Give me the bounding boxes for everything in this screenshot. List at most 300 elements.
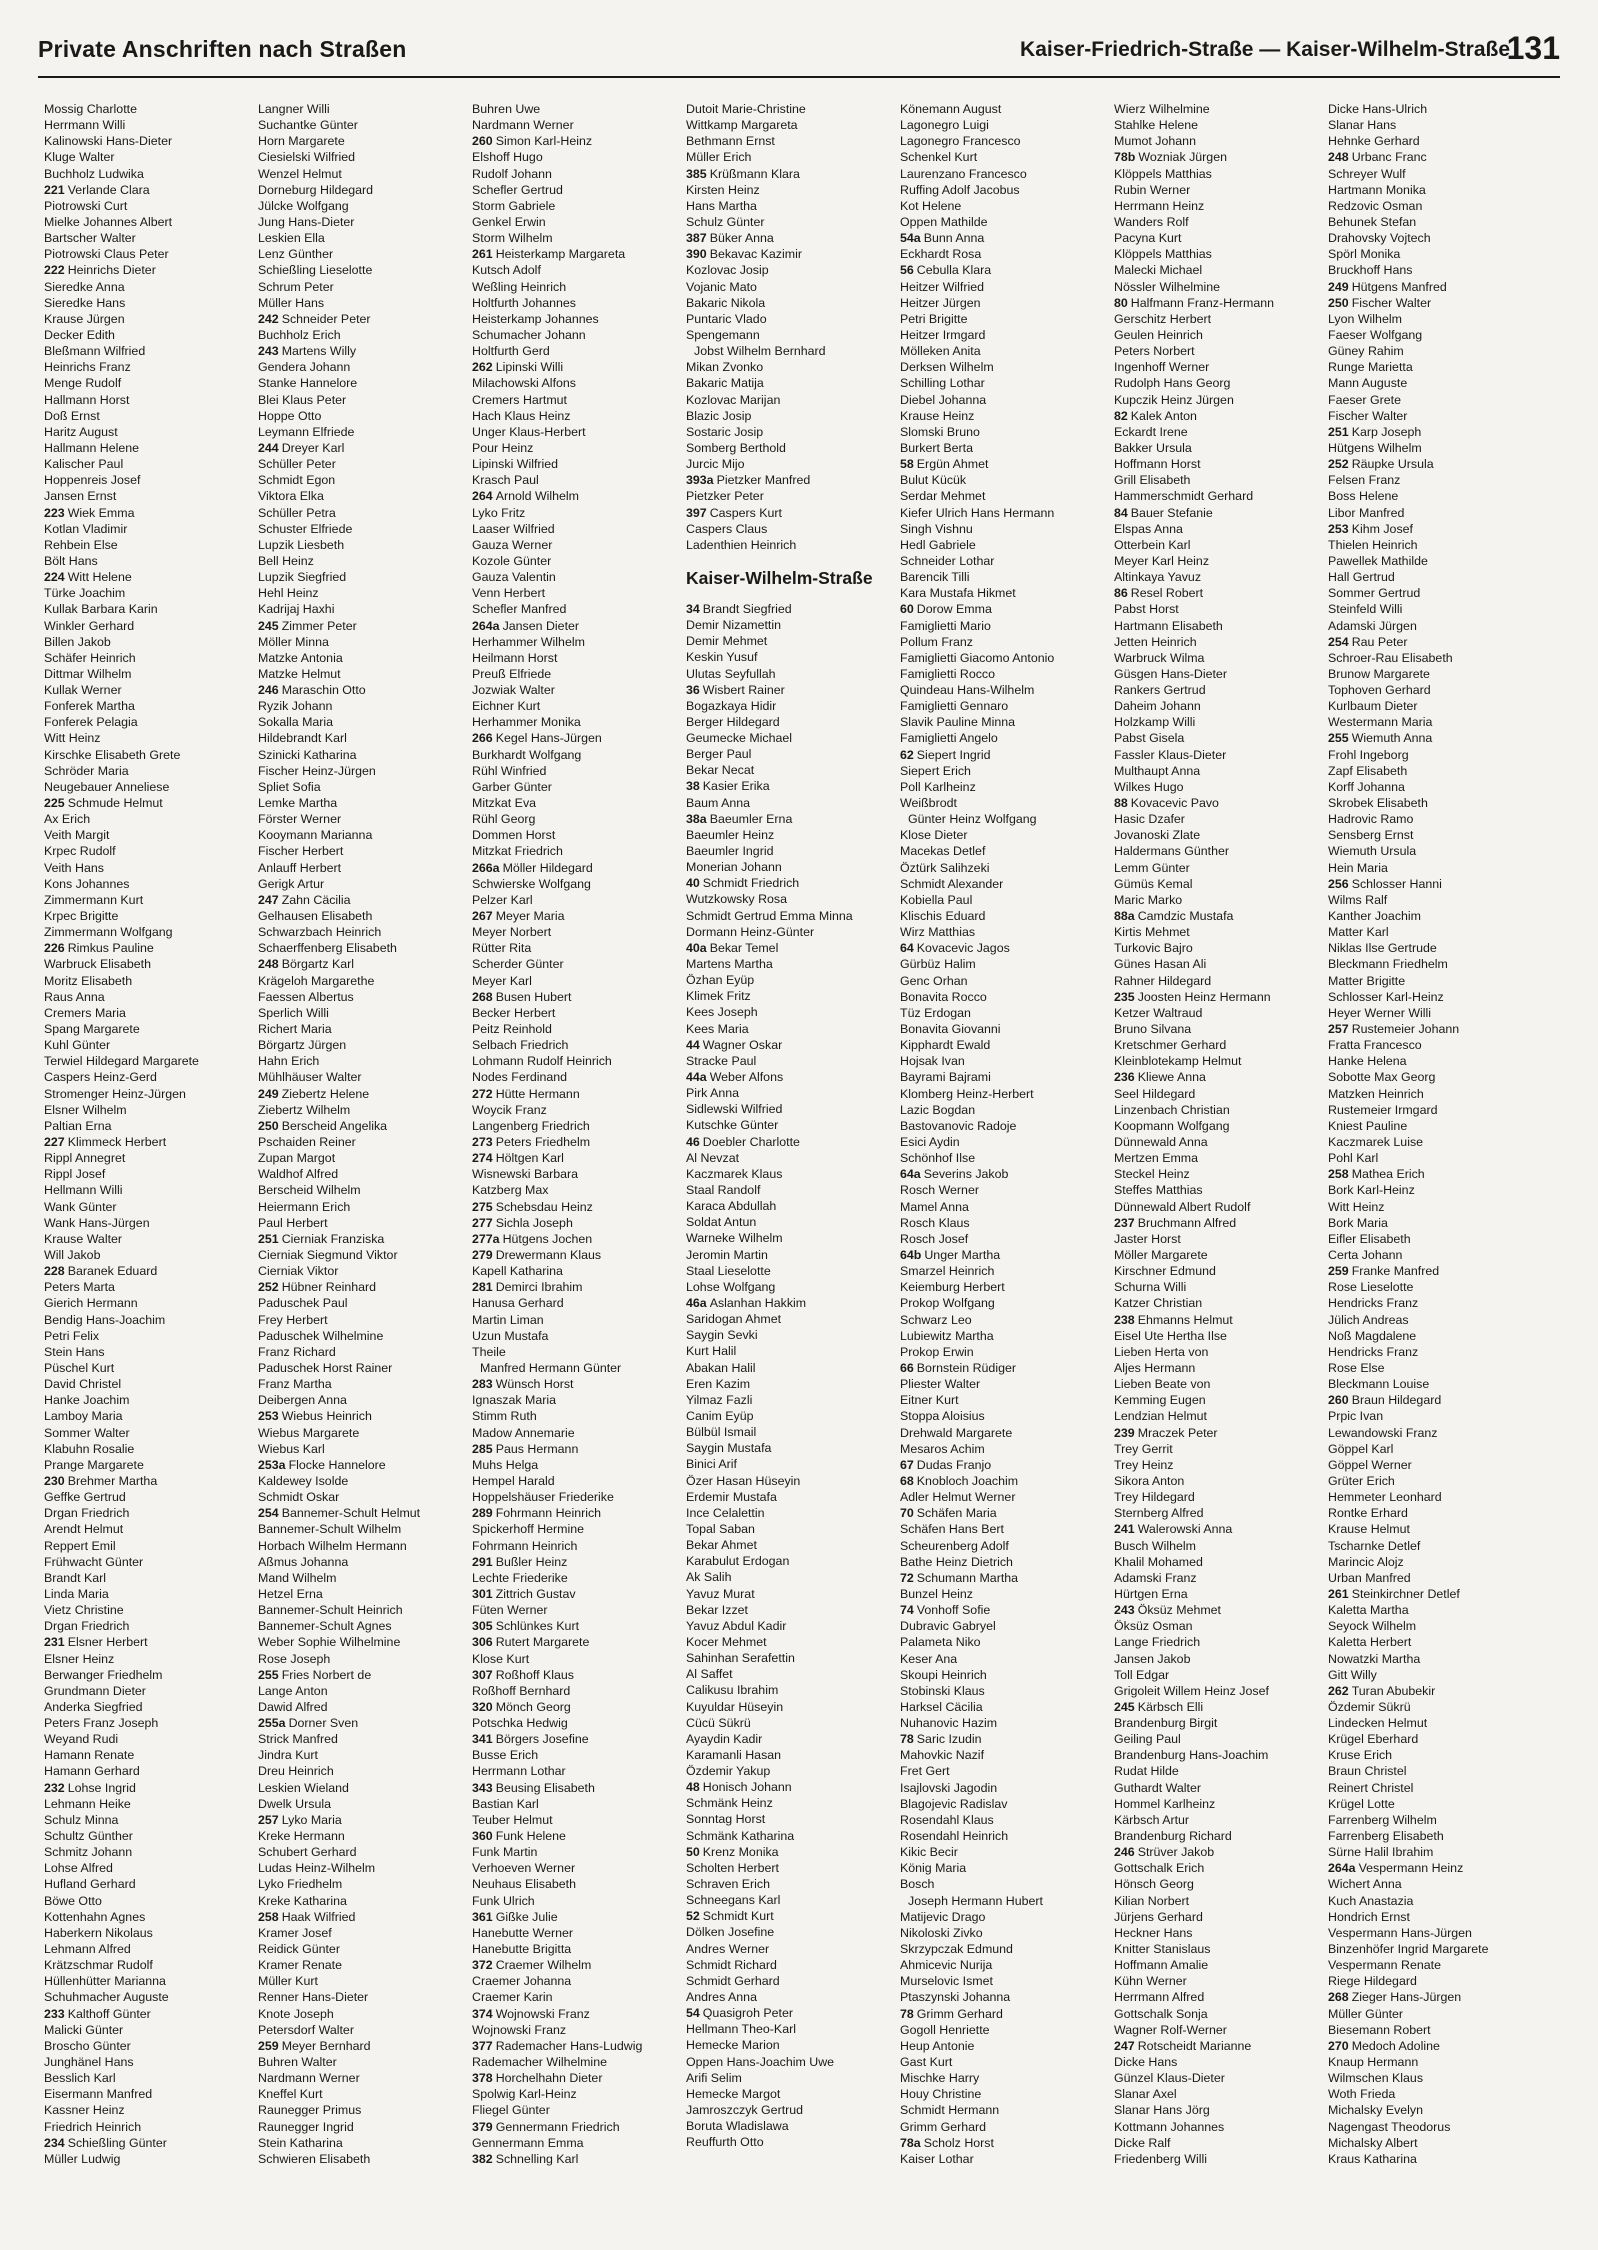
address-entry — [686, 924, 900, 940]
address-entry — [472, 1376, 686, 1392]
resident-name: Kaldewey Isolde — [258, 1473, 349, 1488]
address-entry — [1114, 1263, 1328, 1279]
resident-name: Schroer-Rau Elisabeth — [1328, 650, 1453, 665]
address-entry — [686, 1053, 900, 1069]
resident-name: Anlauff Herbert — [258, 860, 342, 875]
resident-name: Schefler Manfred — [472, 602, 567, 617]
resident-name: Bornstein Rüdiger — [916, 1360, 1016, 1375]
address-entry — [1114, 1457, 1328, 1473]
address-column-7 — [1328, 101, 1542, 2221]
resident-name: Klabuhn Rosalie — [44, 1441, 135, 1456]
resident-name: Bethmann Ernst — [686, 134, 775, 149]
house-number: 67 — [900, 1457, 914, 1472]
address-entry — [1328, 1844, 1542, 1860]
address-entry — [900, 1134, 1114, 1150]
resident-name: Venn Herbert — [472, 586, 546, 601]
address-entry — [900, 1021, 1114, 1037]
resident-name: Bölt Hans — [44, 553, 98, 568]
resident-name: Schlosser Karl-Heinz — [1328, 989, 1444, 1004]
resident-name: Güney Rahim — [1328, 344, 1404, 359]
address-entry — [258, 1392, 472, 1408]
resident-name: Nuhanovic Hazim — [900, 1716, 998, 1731]
house-number: 78 — [900, 1732, 914, 1747]
resident-name: Rahner Hildegard — [1114, 973, 1212, 988]
resident-name: Rustemeier Irmgard — [1328, 1102, 1438, 1117]
house-number: 62 — [900, 747, 914, 762]
address-entry — [44, 1231, 258, 1247]
address-entry — [1328, 246, 1542, 262]
resident-name: Dünnewald Anna — [1114, 1135, 1208, 1149]
resident-name: Binzenhöfer Ingrid Margarete — [1328, 1942, 1489, 1957]
address-entry — [900, 440, 1114, 456]
address-entry — [44, 1150, 258, 1166]
resident-name: Khalil Mohamed — [1114, 1554, 1203, 1569]
resident-name: Weßling Heinrich — [472, 279, 567, 294]
address-entry — [1328, 1602, 1542, 1618]
address-entry — [1114, 311, 1328, 327]
page-number: 131 — [1506, 30, 1560, 66]
resident-name: Siepert Erich — [900, 763, 971, 778]
resident-name: Schulz Minna — [44, 1812, 119, 1827]
address-entry — [44, 262, 258, 278]
address-entry — [472, 408, 686, 424]
resident-name: Adamski Franz — [1114, 1570, 1197, 1585]
resident-name: Hoffmann Amalie — [1114, 1958, 1209, 1973]
address-entry — [1328, 262, 1542, 278]
resident-name: Andres Werner — [686, 1941, 770, 1956]
resident-name: Peters Marta — [44, 1280, 115, 1295]
address-entry — [1114, 1570, 1328, 1586]
address-entry — [686, 2086, 900, 2102]
address-entry — [686, 101, 900, 117]
address-entry — [1328, 1699, 1542, 1715]
resident-name: Vespermann Heinz — [1358, 1861, 1464, 1876]
address-entry — [44, 1973, 258, 1989]
address-entry — [900, 876, 1114, 892]
resident-name: Braun Hildegard — [1351, 1393, 1442, 1408]
address-entry — [1114, 730, 1328, 746]
address-entry — [900, 1651, 1114, 1667]
resident-name: Herrmann Heinz — [1114, 198, 1205, 213]
house-number: 253 — [1328, 521, 1349, 536]
resident-name: Schmänk Katharina — [686, 1828, 795, 1843]
resident-name: Gast Kurt — [900, 2055, 953, 2070]
address-entry — [900, 246, 1114, 262]
address-entry — [686, 940, 900, 956]
resident-name: Kretschmer Gerhard — [1114, 1038, 1227, 1053]
resident-name: Hildebrandt Karl — [258, 731, 347, 746]
resident-name: Mahovkic Nazif — [900, 1748, 985, 1763]
address-entry — [258, 1344, 472, 1360]
resident-name: Skrzypczak Edmund — [900, 1942, 1013, 1957]
resident-name: Pour Heinz — [472, 440, 534, 455]
resident-name: Schmidt Kurt — [702, 1909, 774, 1924]
address-entry — [258, 149, 472, 165]
address-entry — [1114, 1360, 1328, 1376]
resident-name: Demir Nizamettin — [686, 618, 782, 633]
address-entry — [686, 1360, 900, 1376]
address-entry — [686, 1860, 900, 1876]
address-entry — [686, 149, 900, 165]
address-entry — [472, 472, 686, 488]
address-entry — [258, 618, 472, 634]
address-entry — [1328, 1279, 1542, 1295]
address-entry — [258, 2151, 472, 2167]
resident-name: Manfred Hermann Günter — [480, 1360, 622, 1375]
resident-name: Kramer Josef — [258, 1925, 332, 1940]
address-entry — [1114, 1521, 1328, 1537]
address-entry — [686, 117, 900, 133]
resident-name: Peters Norbert — [1114, 344, 1195, 359]
resident-name: Matzke Helmut — [258, 666, 341, 681]
house-number: 377 — [472, 2038, 493, 2053]
resident-name: Kluge Walter — [44, 150, 115, 165]
resident-name: Schmidt Egon — [258, 473, 336, 488]
resident-name: Hanusa Gerhard — [472, 1296, 564, 1311]
address-entry — [900, 472, 1114, 488]
address-entry — [1328, 779, 1542, 795]
resident-name: Kaczmarek Luise — [1328, 1135, 1424, 1149]
resident-name: Heup Antonie — [900, 2038, 975, 2053]
resident-name: Walerowski Anna — [1137, 1522, 1233, 1537]
address-entry — [1328, 2038, 1542, 2054]
house-number: 382 — [472, 2151, 493, 2166]
resident-name: Steinfeld Willi — [1328, 602, 1403, 617]
address-entry — [258, 472, 472, 488]
address-entry — [1328, 1554, 1542, 1570]
resident-name: Kaiser Lothar — [900, 2151, 974, 2166]
house-number: 341 — [472, 1732, 493, 1747]
resident-name: Hondrich Ernst — [1328, 1909, 1410, 1924]
resident-name: Hemecke Margot — [686, 2086, 781, 2101]
resident-name: Doß Ernst — [44, 408, 100, 423]
resident-name: Ak Salih — [686, 1570, 732, 1585]
address-entry — [1328, 618, 1542, 634]
resident-name: Eckhardt Rosa — [900, 247, 982, 262]
address-entry — [1328, 843, 1542, 859]
house-number: 40a — [686, 940, 707, 955]
resident-name: Stoppa Aloisius — [900, 1409, 985, 1424]
address-entry — [1114, 440, 1328, 456]
resident-name: Stahlke Helene — [1114, 118, 1199, 133]
address-entry — [900, 1069, 1114, 1085]
resident-name: Jansen Ernst — [44, 489, 117, 504]
resident-name: Zimmermann Wolfgang — [44, 925, 173, 940]
resident-name: Schraven Erich — [686, 1877, 771, 1892]
resident-name: Zimmer Peter — [281, 618, 357, 633]
address-entry — [44, 1425, 258, 1441]
resident-name: Madow Annemarie — [472, 1425, 575, 1440]
resident-name: Schubert Gerhard — [258, 1845, 357, 1860]
resident-name: Noß Magdalene — [1328, 1328, 1417, 1343]
resident-name: Gitt Willy — [1328, 1667, 1377, 1682]
address-entry — [1114, 392, 1328, 408]
address-entry — [1114, 262, 1328, 278]
address-entry — [1328, 1586, 1542, 1602]
address-entry — [900, 133, 1114, 149]
resident-name: Gendera Johann — [258, 360, 351, 375]
resident-name: Arendt Helmut — [44, 1522, 124, 1537]
address-entry — [1328, 666, 1542, 682]
resident-name: Anderka Siegfried — [44, 1699, 143, 1714]
house-number: 259 — [258, 2038, 279, 2053]
address-entry — [44, 1344, 258, 1360]
address-entry — [44, 1182, 258, 1198]
resident-name: Martin Liman — [472, 1312, 544, 1327]
address-entry — [1114, 795, 1328, 811]
resident-name: Pohl Karl — [1328, 1151, 1379, 1166]
house-number: 74 — [900, 1603, 914, 1618]
house-number: 226 — [44, 941, 65, 956]
address-entry — [686, 1699, 900, 1715]
resident-name: Kaczmarek Klaus — [686, 1166, 783, 1181]
resident-name: Caspers Kurt — [709, 505, 782, 520]
resident-name: Ulutas Seyfullah — [686, 666, 776, 681]
address-entry — [1328, 2022, 1542, 2038]
resident-name: Drewermann Klaus — [495, 1247, 602, 1262]
resident-name: Ketzer Waltraud — [1114, 1005, 1203, 1020]
address-entry — [686, 601, 900, 617]
address-entry — [44, 1618, 258, 1634]
address-entry — [44, 682, 258, 698]
resident-name: Lohse Wolfgang — [686, 1279, 776, 1294]
resident-name: Vespermann Renate — [1328, 1958, 1441, 1973]
resident-name: Sieredke Hans — [44, 295, 126, 310]
address-entry — [44, 1989, 258, 2005]
address-entry — [472, 133, 686, 149]
address-entry — [44, 1860, 258, 1876]
resident-name: Staal Lieselotte — [686, 1263, 771, 1278]
address-entry — [258, 1037, 472, 1053]
resident-name: Cremers Maria — [44, 1005, 126, 1020]
resident-name: Lendzian Helmut — [1114, 1409, 1207, 1424]
house-number: 343 — [472, 1780, 493, 1795]
address-entry — [1328, 1909, 1542, 1925]
resident-name: Korff Johanna — [1328, 779, 1405, 794]
resident-name: Wisnewski Barbara — [472, 1167, 579, 1182]
resident-name: Börgartz Karl — [281, 957, 354, 972]
resident-name: Scholten Herbert — [686, 1860, 779, 1875]
address-entry — [686, 1166, 900, 1182]
resident-name: Schurna Willi — [1114, 1280, 1187, 1295]
resident-name: Wichert Anna — [1328, 1877, 1402, 1892]
resident-name: Elspas Anna — [1114, 521, 1183, 536]
address-entry — [900, 1941, 1114, 1957]
address-entry — [258, 827, 472, 843]
resident-name: Jovanoski Zlate — [1114, 828, 1201, 843]
resident-name: Ladenthien Heinrich — [686, 537, 797, 552]
address-entry — [686, 392, 900, 408]
house-number: 259 — [1328, 1264, 1349, 1279]
resident-name: Petri Brigitte — [900, 311, 968, 326]
address-entry — [900, 1828, 1114, 1844]
address-entry — [258, 1602, 472, 1618]
resident-name: Schuhmacher Auguste — [44, 1990, 169, 2005]
address-entry — [472, 2070, 686, 2086]
resident-name: Diebel Johanna — [900, 392, 987, 407]
resident-name: Ehmanns Helmut — [1137, 1312, 1233, 1327]
address-entry — [900, 1166, 1114, 1182]
address-entry — [1328, 1118, 1542, 1134]
house-number: 257 — [258, 1812, 279, 1827]
address-entry — [44, 1069, 258, 1085]
address-entry — [44, 1473, 258, 1489]
resident-name: Brandenburg Birgit — [1114, 1716, 1218, 1731]
address-entry — [1114, 989, 1328, 1005]
resident-name: Oppen Mathilde — [900, 214, 988, 229]
address-entry — [900, 343, 1114, 359]
resident-name: Rankers Gertrud — [1114, 683, 1206, 698]
resident-name: Börgers Josefine — [495, 1732, 589, 1747]
house-number: 241 — [1114, 1522, 1135, 1537]
address-entry — [258, 1150, 472, 1166]
address-entry — [472, 1312, 686, 1328]
address-entry — [1114, 1505, 1328, 1521]
address-entry — [258, 1989, 472, 2005]
address-entry — [1114, 1634, 1328, 1650]
address-entry — [1114, 375, 1328, 391]
resident-name: Dittmar Wilhelm — [44, 666, 132, 681]
address-entry — [1328, 1425, 1542, 1441]
resident-name: Seyock Wilhelm — [1328, 1619, 1417, 1634]
address-entry — [258, 650, 472, 666]
address-entry — [1114, 1279, 1328, 1295]
address-entry — [1114, 1796, 1328, 1812]
address-entry — [44, 1086, 258, 1102]
address-entry — [1328, 1925, 1542, 1941]
resident-name: Hufland Gerhard — [44, 1877, 136, 1892]
resident-name: Keser Ana — [900, 1651, 958, 1666]
address-entry — [472, 1618, 686, 1634]
address-entry — [44, 1521, 258, 1537]
resident-name: Slanar Axel — [1114, 2087, 1177, 2102]
resident-name: Kirschke Elisabeth Grete — [44, 747, 181, 762]
address-entry — [472, 585, 686, 601]
resident-name: Arifi Selim — [686, 2070, 742, 2085]
address-entry — [44, 1392, 258, 1408]
address-entry — [472, 1586, 686, 1602]
resident-name: Lazic Bogdan — [900, 1102, 976, 1117]
address-entry — [258, 1312, 472, 1328]
address-entry — [900, 166, 1114, 182]
address-entry — [686, 1440, 900, 1456]
resident-name: Lohmann Rudolf Heinrich — [472, 1054, 612, 1069]
address-entry — [1328, 1005, 1542, 1021]
address-entry — [44, 1876, 258, 1892]
resident-name: Hürtgen Erna — [1114, 1586, 1188, 1601]
address-entry — [900, 1247, 1114, 1263]
resident-name: Meyer Karl — [472, 973, 532, 988]
resident-name: Caspers Claus — [686, 521, 768, 536]
address-entry — [258, 1699, 472, 1715]
address-entry — [1114, 2119, 1328, 2135]
resident-name: Jülcke Wolfgang — [258, 198, 349, 213]
address-entry — [900, 2054, 1114, 2070]
address-entry — [1328, 521, 1542, 537]
address-entry — [900, 1747, 1114, 1763]
address-entry — [686, 1424, 900, 1440]
address-entry — [472, 279, 686, 295]
address-entry — [44, 2135, 258, 2151]
house-number: 88 — [1114, 796, 1128, 811]
address-column-1 — [44, 101, 258, 2221]
address-entry — [1114, 246, 1328, 262]
resident-name: Lindecken Helmut — [1328, 1716, 1428, 1731]
resident-name: Tscharnke Detlef — [1328, 1538, 1421, 1553]
address-entry — [1328, 472, 1542, 488]
resident-name: Vespermann Hans-Jürgen — [1328, 1925, 1472, 1940]
resident-name: Krenz Monika — [702, 1844, 779, 1859]
resident-name: Fries Norbert de — [281, 1667, 372, 1682]
address-entry — [900, 827, 1114, 843]
house-number: 275 — [472, 1199, 493, 1214]
resident-name: Resel Robert — [1130, 586, 1204, 601]
resident-name: Holzkamp Willi — [1114, 715, 1196, 730]
address-entry — [258, 1812, 472, 1828]
resident-name: Rudolph Hans Georg — [1114, 376, 1231, 391]
resident-name: Schmidt Alexander — [900, 876, 1004, 891]
resident-name: Trey Hildegard — [1114, 1490, 1195, 1505]
address-entry — [472, 892, 686, 908]
resident-name: Kleinblotekamp Helmut — [1114, 1054, 1242, 1069]
address-entry — [472, 1150, 686, 1166]
resident-name: Burkhardt Wolfgang — [472, 747, 582, 762]
resident-name: Beusing Elisabeth — [495, 1780, 595, 1795]
address-entry — [472, 569, 686, 585]
resident-name: Kapell Katharina — [472, 1264, 563, 1279]
address-entry — [1328, 1441, 1542, 1457]
resident-name: Demirci Ibrahim — [495, 1280, 583, 1295]
resident-name: Yilmaz Fazli — [686, 1392, 753, 1407]
address-entry — [44, 279, 258, 295]
address-entry — [44, 2006, 258, 2022]
resident-name: Horchelhahn Dieter — [495, 2071, 603, 2086]
address-entry — [1114, 892, 1328, 908]
address-entry — [686, 456, 900, 472]
resident-name: Müller Ludwig — [44, 2151, 121, 2166]
house-number: 243 — [258, 344, 279, 359]
address-entry — [44, 2038, 258, 2054]
resident-name: Kärbsch Artur — [1114, 1812, 1190, 1827]
address-columns — [44, 101, 1564, 2221]
address-entry — [44, 1053, 258, 1069]
address-entry — [1328, 908, 1542, 924]
resident-name: Wenzel Helmut — [258, 166, 342, 181]
address-entry — [44, 198, 258, 214]
resident-name: Gauza Werner — [472, 537, 553, 552]
address-entry — [472, 1118, 686, 1134]
address-entry — [900, 924, 1114, 940]
address-entry — [258, 101, 472, 117]
resident-name: Eren Kazim — [686, 1376, 751, 1391]
resident-name: Craemer Johanna — [472, 1974, 572, 1989]
resident-name: Kneffel Kurt — [258, 2087, 323, 2102]
address-entry — [258, 2119, 472, 2135]
address-entry — [1114, 908, 1328, 924]
resident-name: Fassler Klaus-Dieter — [1114, 747, 1227, 762]
address-entry — [472, 747, 686, 763]
address-entry — [1328, 1408, 1542, 1424]
address-entry — [1114, 1118, 1328, 1134]
address-entry — [472, 860, 686, 876]
address-entry — [900, 843, 1114, 859]
resident-name: Schumann Martha — [916, 1570, 1019, 1585]
address-entry — [258, 1618, 472, 1634]
resident-name: Bork Karl-Heinz — [1328, 1183, 1415, 1198]
address-entry — [1114, 1973, 1328, 1989]
address-entry — [44, 1715, 258, 1731]
resident-name: Schmidt Hermann — [900, 2103, 1000, 2118]
